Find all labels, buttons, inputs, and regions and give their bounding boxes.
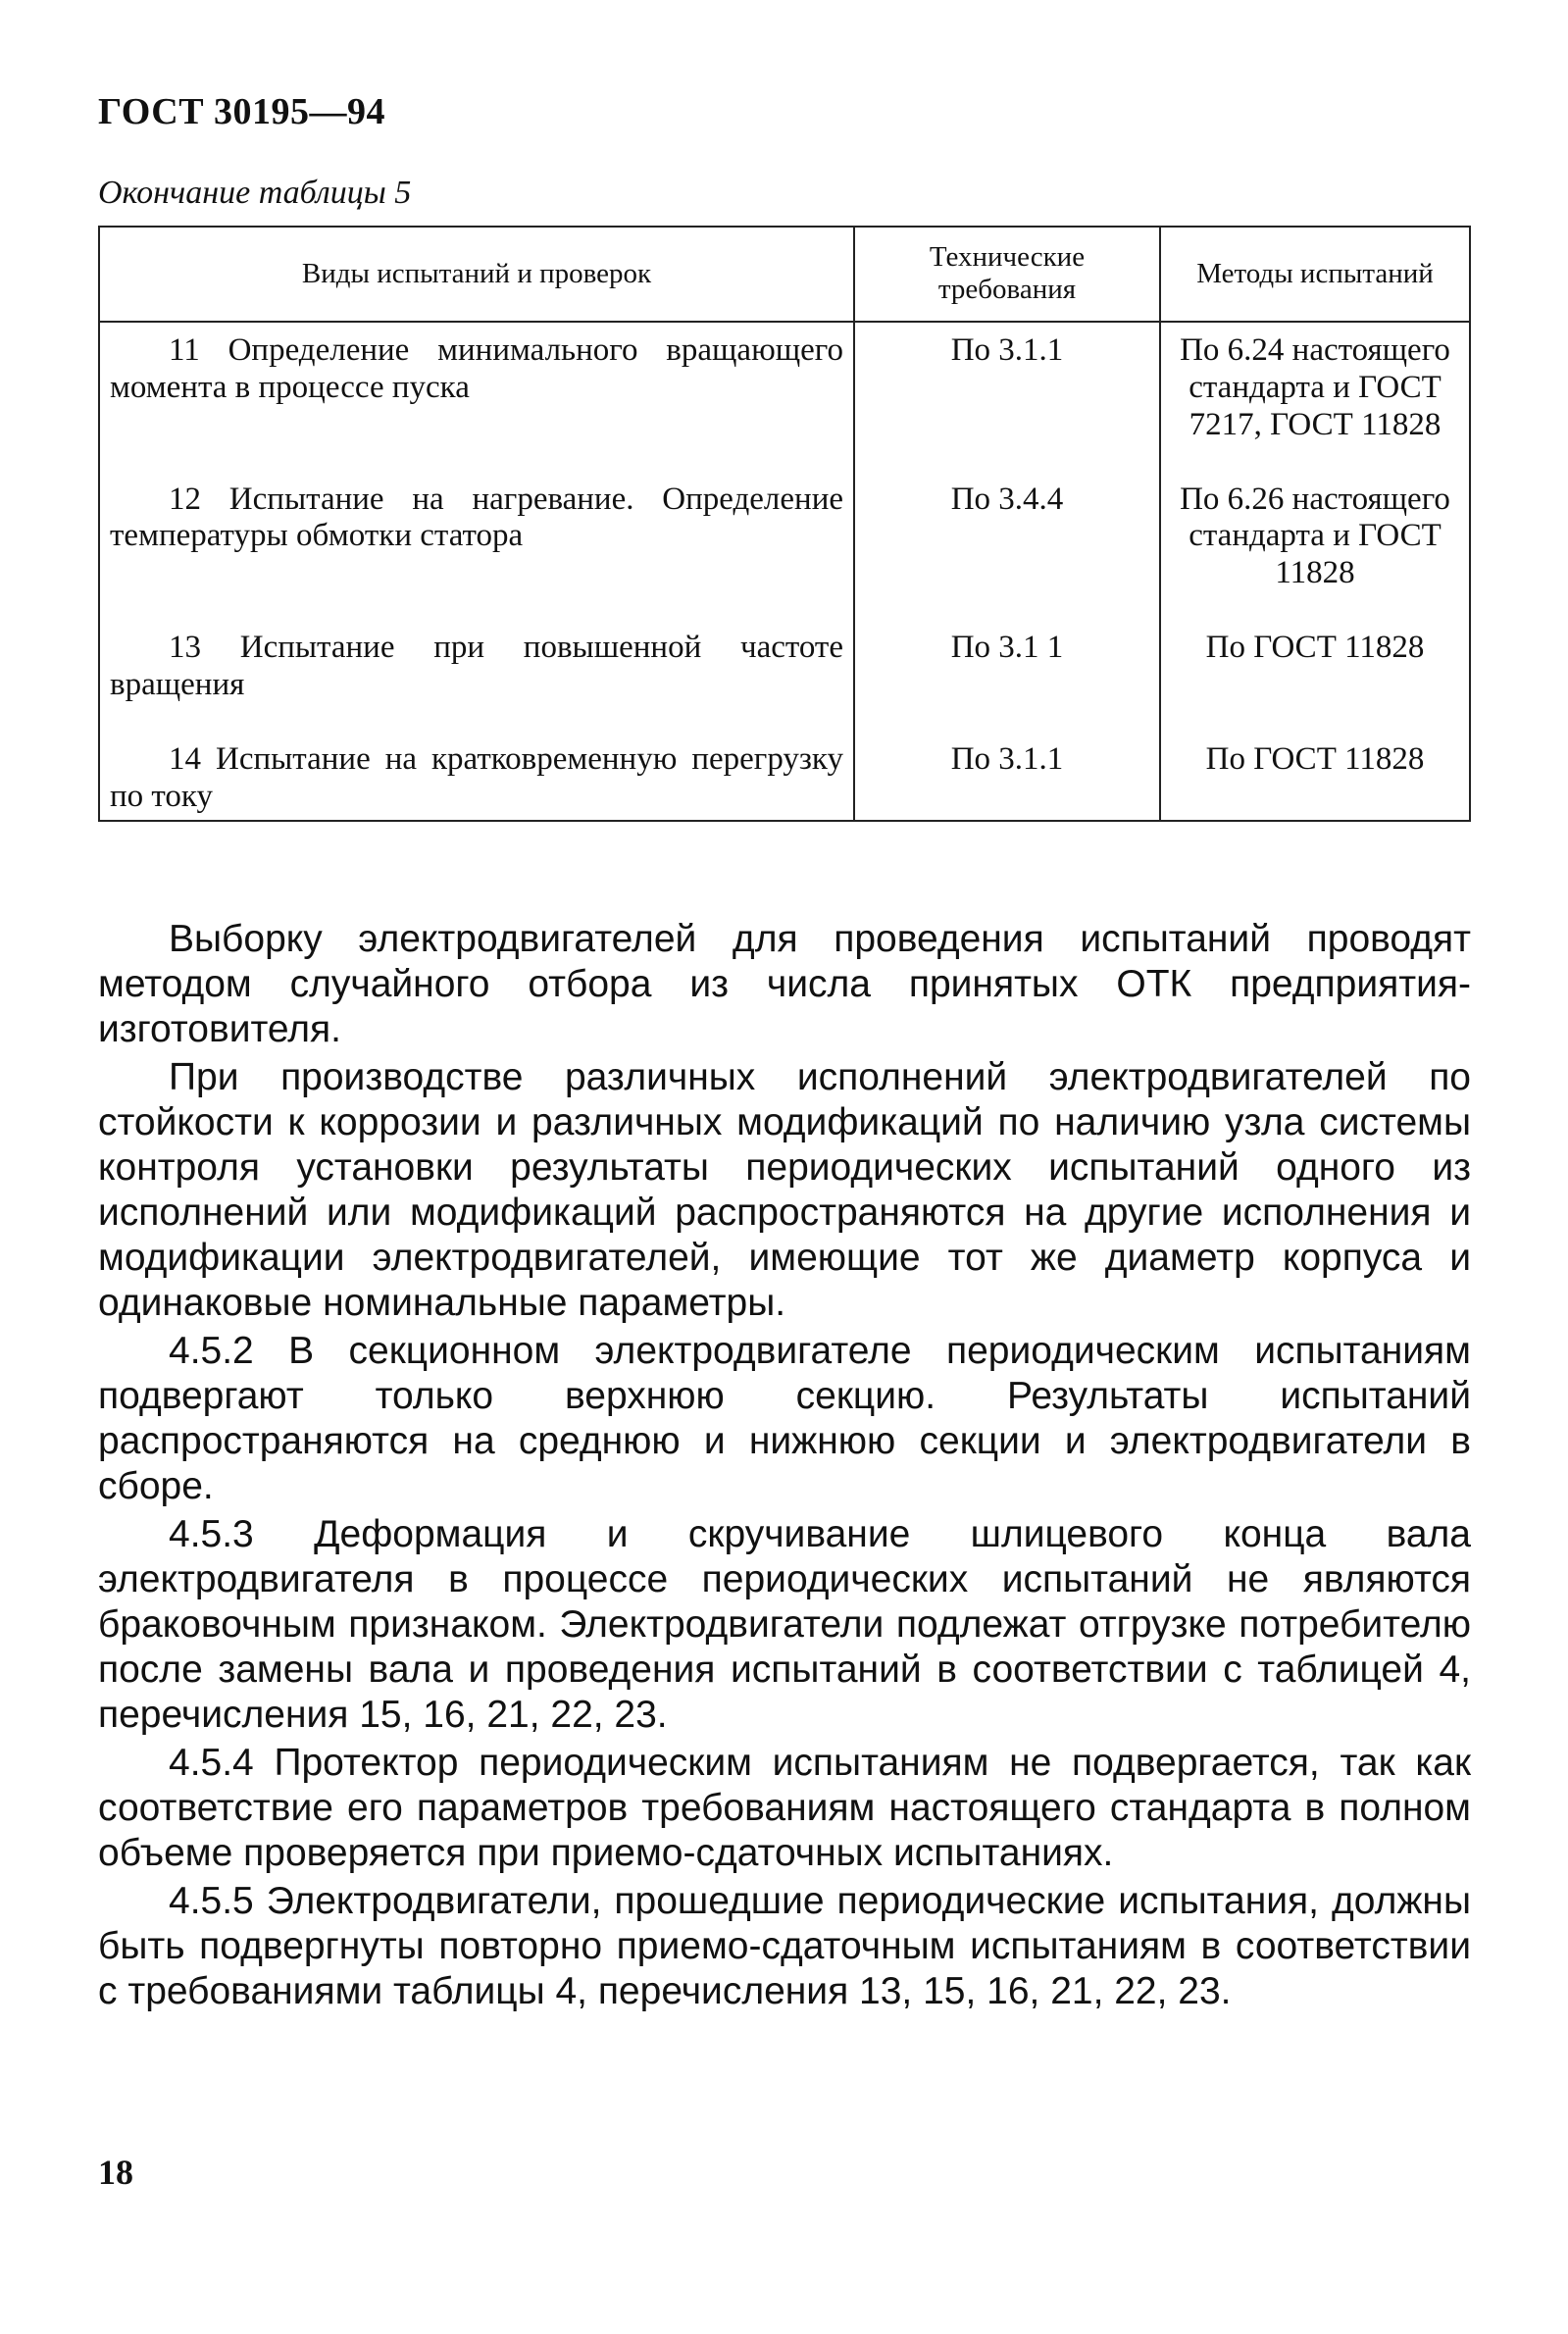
paragraph-4-5-2: 4.5.2 В секционном электродвигателе периодическим испытаниям подвергают только верхнюю секцию. Результаты испытаний распространяются на среднюю и нижнюю секции и электродвигатели в сборе. [98,1330,1471,1507]
cell-requirements: По 3.1 1 [854,620,1160,732]
paragraph-4-5-3: 4.5.3 Деформация и скручивание шлицевого конца вала электродвигателя в процессе периодических испытаний не являются браковочным признаком. Электродвигатели подлежат отгрузке потребителю после замены вала и проведения испытаний в соответствии с таблицей 4, перечисления 15, 16, 21, 22, 23. [98,1513,1471,1736]
cell-test-name: 13 Испытание при повышенной частоте вращения [99,620,854,732]
cell-requirements: По 3.1.1 [854,322,1160,472]
column-header-name: Виды испытаний и проверок [99,227,854,322]
table-header-row [99,227,1470,322]
table-container [98,226,1471,822]
column-header-requirements: Технические требования [854,227,1160,322]
table-row [99,472,1470,621]
table-caption: Окончание таблицы 5 [98,175,412,211]
cell-requirements: По 3.1.1 [854,732,1160,821]
paragraph-sampling: Выборку электродвигателей для проведения испытаний проводят методом случайного отбора из числа принятых ОТК предприятия-изготовителя. [98,918,1471,1050]
page-number: 18 [98,2153,133,2192]
document-header: ГОСТ 30195—94 [98,91,386,132]
body-text [98,917,1471,2017]
table-row [99,322,1470,472]
cell-methods: По 6.26 настоящего стандарта и ГОСТ 11828 [1160,472,1470,621]
table-row [99,620,1470,732]
cell-test-name: 14 Испытание на кратковременную перегрузку по току [99,732,854,821]
cell-requirements: По 3.4.4 [854,472,1160,621]
table-row [99,732,1470,821]
cell-test-name: 11 Определение минимального вращающего момента в процессе пуска [99,322,854,472]
paragraph-4-5-4: 4.5.4 Протектор периодическим испытаниям не подвергается, так как соответствие его параметров требованиям настоящего стандарта в полном объеме проверяется при приемо-сдаточных испытаниях. [98,1742,1471,1874]
cell-methods: По ГОСТ 11828 [1160,732,1470,821]
tests-table [98,226,1471,822]
cell-test-name: 12 Испытание на нагревание. Определение температуры обмотки статора [99,472,854,621]
paragraph-4-5-5: 4.5.5 Электродвигатели, прошедшие периодические испытания, должны быть подвергнуты повторно приемо-сдаточным испытаниям в соответствии с требованиями таблицы 4, перечисления 13, 15, 16, 21, 22, 23. [98,1880,1471,2012]
cell-methods: По ГОСТ 11828 [1160,620,1470,732]
paragraph-modifications: При производстве различных исполнений электродвигателей по стойкости к коррозии и различных модификаций по наличию узла системы контроля установки результаты периодических испытаний одного из исполнений или модификаций распространяются на другие исполнения и модификации электродвигателей, имеющие тот же диаметр корпуса и одинаковые номинальные параметры. [98,1056,1471,1324]
cell-methods: По 6.24 настоящего стандарта и ГОСТ 7217, ГОСТ 11828 [1160,322,1470,472]
column-header-methods: Методы испытаний [1160,227,1470,322]
